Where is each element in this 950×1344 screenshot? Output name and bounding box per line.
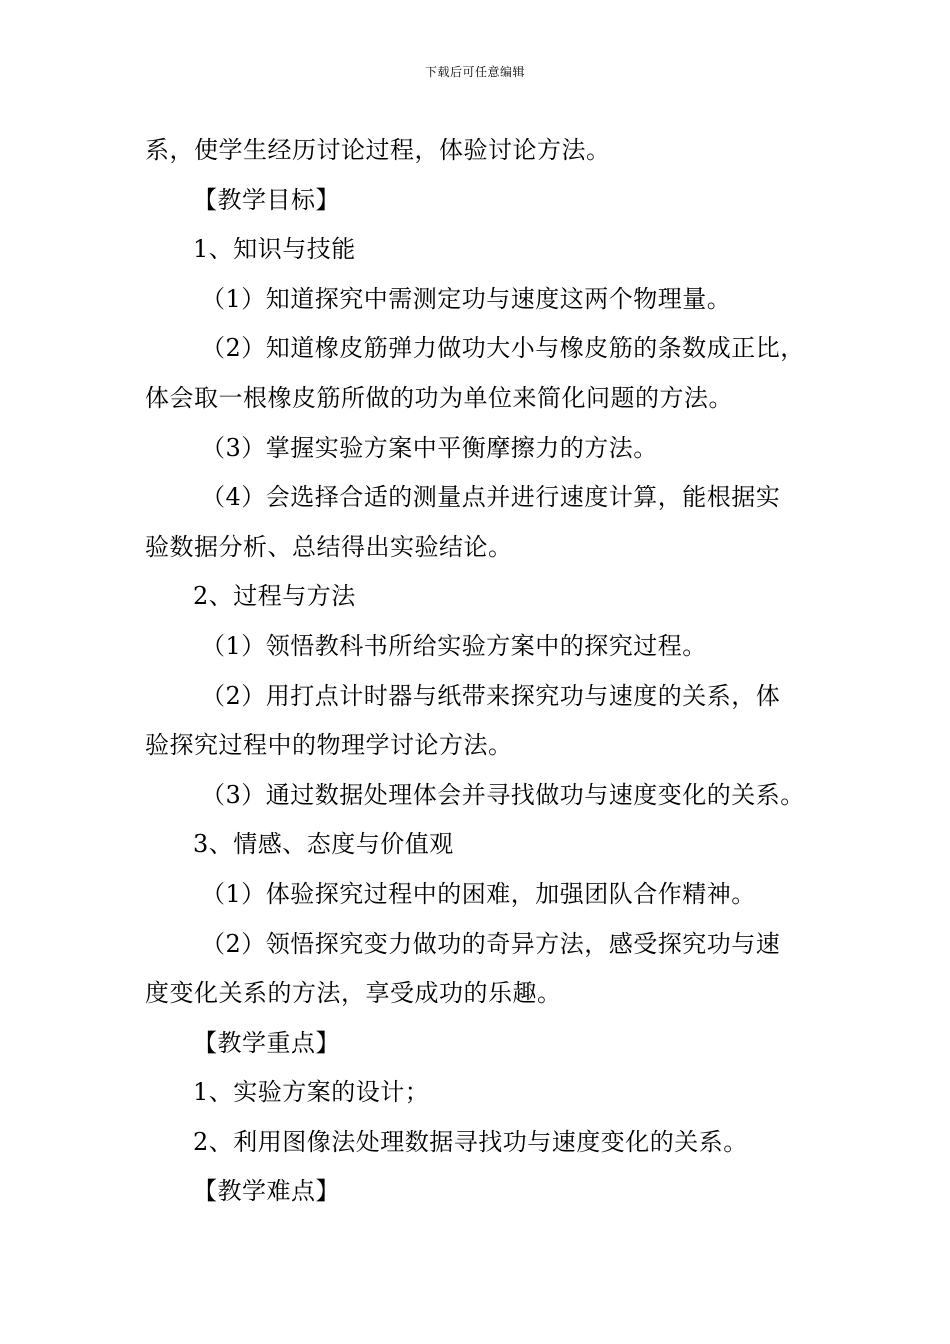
section-heading-objectives: 【教学目标】	[193, 185, 340, 214]
list-item: （3）掌握实验方案中平衡摩擦力的方法。	[201, 433, 658, 462]
page-header: 下载后可任意编辑	[424, 65, 525, 79]
list-item: （4）会选择合适的测量点并进行速度计算，能根据实	[201, 483, 781, 512]
paragraph-line: 体会取一根橡皮筋所做的功为单位来简化问题的方法。	[145, 383, 733, 412]
list-item: （2）知道橡皮筋弹力做功大小与橡皮筋的条数成正比，	[201, 334, 805, 363]
subsection-heading-process: 2、过程与方法	[193, 582, 356, 611]
list-item: （1）知道探究中需测定功与速度这两个物理量。	[201, 284, 732, 313]
list-item: 1、实验方案的设计；	[193, 1078, 430, 1107]
paragraph-line: 验数据分析、总结得出实验结论。	[145, 532, 513, 561]
subsection-heading-knowledge: 1、知识与技能	[193, 235, 356, 264]
list-item: （2）用打点计时器与纸带来探究功与速度的关系，体	[201, 681, 781, 710]
list-item: （2）领悟探究变力做功的奇异方法，感受探究功与速	[201, 929, 781, 958]
subsection-heading-attitude: 3、情感、态度与价值观	[193, 830, 454, 859]
list-item: （1）体验探究过程中的困难，加强团队合作精神。	[201, 879, 756, 908]
paragraph-line: 验探究过程中的物理学讨论方法。	[145, 731, 513, 760]
document-body	[145, 126, 815, 1217]
section-heading-key-points: 【教学重点】	[193, 1028, 340, 1057]
paragraph-line: 系，使学生经历讨论过程，体验讨论方法。	[145, 136, 611, 164]
paragraph-line: 度变化关系的方法，享受成功的乐趣。	[145, 979, 562, 1008]
section-heading-difficulties: 【教学难点】	[193, 1177, 340, 1206]
list-item: （3）通过数据处理体会并寻找做功与速度变化的关系。	[201, 780, 805, 809]
list-item: （1）领悟教科书所给实验方案中的探究过程。	[201, 631, 707, 660]
list-item: 2、利用图像法处理数据寻找功与速度变化的关系。	[193, 1127, 748, 1156]
